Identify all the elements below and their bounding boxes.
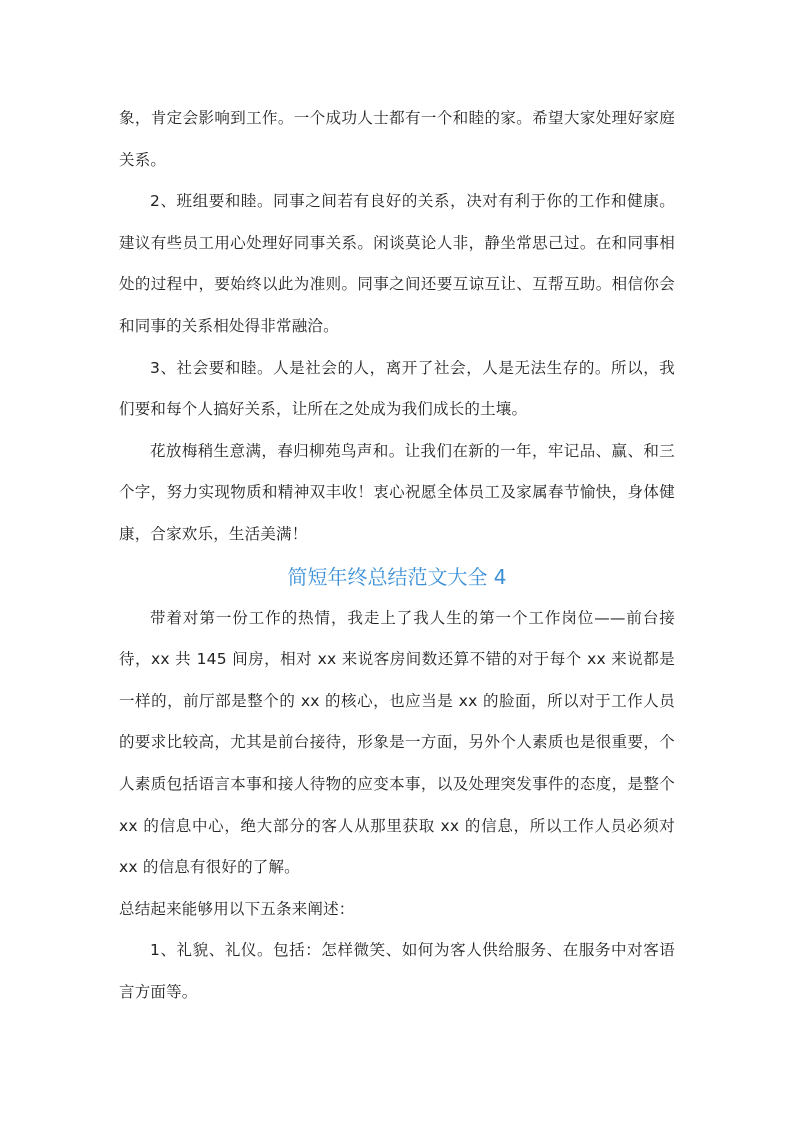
paragraph-front-desk-intro: 带着对第一份工作的热情，我走上了我人生的第一个工作岗位——前台接待，xx 共 145 间房，相对 xx 来说客房间数还算不错的对于每个 xx 来说都是一样的，前厅部是整个的 xx 的核心，也应当是 xx 的脸面，所以对于工作人员的要求比较高，尤其是前台接待，形象是一方面，另外个人素质也是很重要，个人素质包括语言本事和接人待物的应变本事，以及处理突发事件的态度，是整个 xx 的信息中心，绝大部分的客人从那里获取 xx 的信息，所以工作人员必须对 xx 的信息有很好的了解。 <box>119 608 675 877</box>
paragraph-new-year-wishes: 花放梅稍生意满，春归柳苑鸟声和。让我们在新的一年，牢记品、赢、和三个字，努力实现物质和精神双丰收！衷心祝愿全体员工及家属春节愉快，身体健康，合家欢乐，生活美满！ <box>119 441 675 543</box>
document-body <box>119 98 675 1013</box>
section-heading: 简短年终总结范文大全 4 <box>287 564 507 589</box>
paragraph-family-relations: 象，肯定会影响到工作。一个成功人士都有一个和睦的家。希望大家处理好家庭关系。 <box>119 109 675 169</box>
paragraph-etiquette: 1、礼貌、礼仪。包括：怎样微笑、如何为客人供给服务、在服务中对客语言方面等。 <box>119 941 675 1001</box>
paragraph-society-harmony: 3、社会要和睦。人是社会的人，离开了社会，人是无法生存的。所以，我们要和每个人搞好关系，让所在之处成为我们成长的土壤。 <box>119 358 675 419</box>
paragraph-summary-lead: 总结起来能够用以下五条来阐述： <box>119 899 355 918</box>
paragraph-team-harmony: 2、班组要和睦。同事之间若有良好的关系，决对有利于你的工作和健康。建议有些员工用心处理好同事关系。闲谈莫论人非，静坐常思己过。在和同事相处的过程中，要始终以此为准则。同事之间还要互谅互让、互帮互助。相信你会和同事的关系相处得非常融洽。 <box>119 192 675 335</box>
